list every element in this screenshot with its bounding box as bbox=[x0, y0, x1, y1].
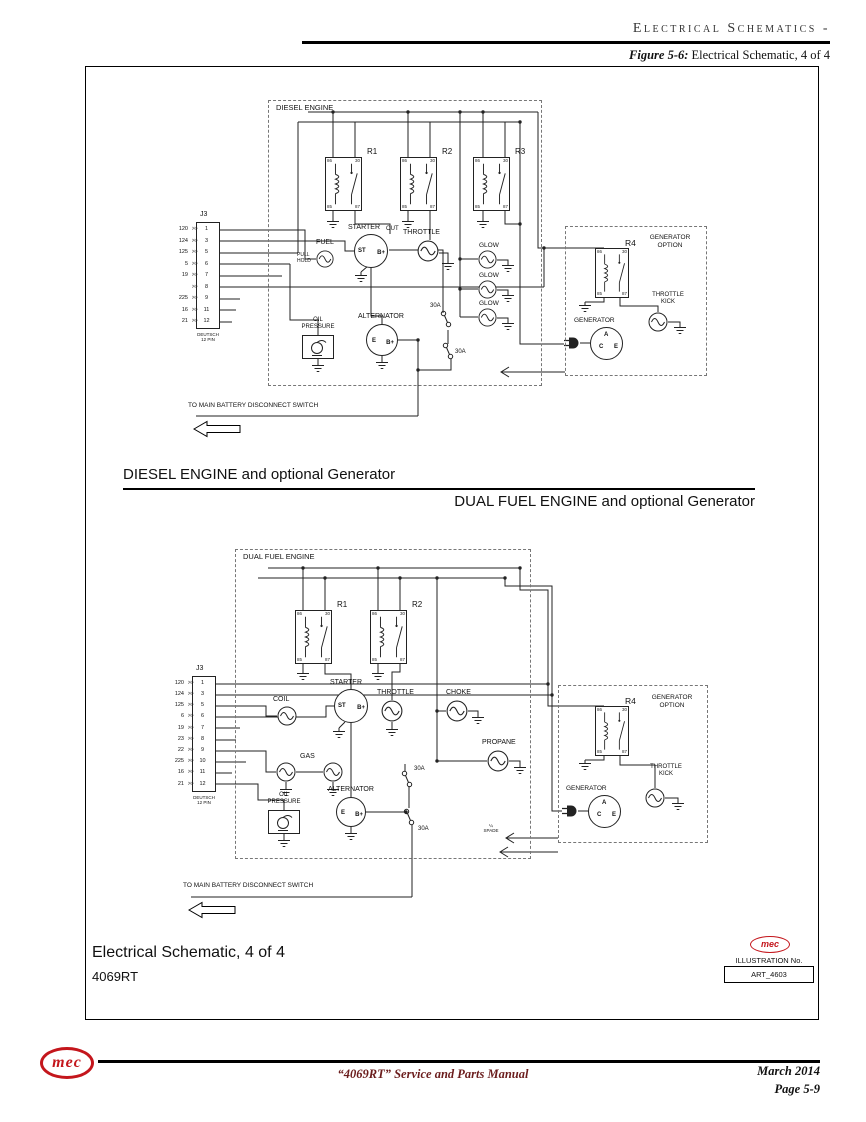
j3-row bbox=[162, 700, 208, 711]
generator-option-line: OPTION bbox=[659, 701, 685, 709]
oil-pressure-switch bbox=[268, 810, 300, 834]
generator-terminal-a: A bbox=[602, 800, 607, 806]
alternator-terminal-e: E bbox=[341, 810, 346, 816]
pin-chevron-icon bbox=[184, 759, 197, 765]
relay-pin-86: 86 bbox=[402, 158, 408, 163]
relay-r3-label: R3 bbox=[515, 147, 526, 156]
pin-chevron-icon bbox=[188, 285, 201, 291]
relay-pin-87: 87 bbox=[621, 748, 627, 754]
relay-r4-label: R4 bbox=[625, 238, 636, 248]
wire-number: 16 bbox=[181, 306, 188, 313]
illustration-number: ART_4603 bbox=[751, 970, 787, 979]
relay-pin-30: 30 bbox=[502, 158, 508, 163]
throttle-kick-line: THROTTLE bbox=[650, 764, 682, 770]
relay-symbol bbox=[326, 158, 361, 210]
generator-terminal-e: E bbox=[613, 344, 618, 350]
header-section-title: Electrical Schematics - bbox=[632, 21, 830, 36]
throttle-kick-label bbox=[634, 764, 698, 778]
connector-type-line: 12 PIN bbox=[197, 800, 211, 806]
figure-title: Electrical Schematic, 4 of 4 bbox=[92, 944, 285, 961]
wire-number: 125 bbox=[174, 702, 184, 709]
relay-pin-30: 30 bbox=[354, 158, 360, 163]
oil-pressure-label bbox=[260, 792, 308, 806]
wire-number: 5 bbox=[184, 260, 188, 267]
alternator-circle bbox=[366, 324, 398, 356]
throttle-kick-line: KICK bbox=[660, 299, 675, 306]
relay-pin-30: 30 bbox=[399, 611, 405, 616]
throttle-label: THROTTLE bbox=[403, 229, 440, 236]
relay-r1 bbox=[295, 610, 332, 664]
gas-solenoid-symbol bbox=[323, 762, 343, 782]
pin-number: 6 bbox=[200, 713, 205, 720]
pin-chevron-icon bbox=[188, 273, 201, 279]
j3-row bbox=[162, 712, 208, 723]
j3-row bbox=[166, 224, 212, 236]
relay-pin-86: 86 bbox=[475, 158, 481, 163]
generator-terminal-e: E bbox=[611, 812, 616, 818]
fuel-label: FUEL bbox=[316, 239, 334, 246]
starter-label: STARTER bbox=[330, 679, 363, 686]
relay-symbol bbox=[596, 707, 628, 755]
j3-row bbox=[162, 779, 208, 790]
j3-row bbox=[166, 247, 212, 259]
dual-fuel-caption: DUAL FUEL ENGINE and optional Generator bbox=[454, 493, 755, 510]
starter-terminal-bplus: B+ bbox=[357, 705, 365, 711]
relay-pin-30: 30 bbox=[324, 611, 330, 616]
pin-number: 8 bbox=[200, 735, 205, 742]
pin-number: 9 bbox=[204, 295, 209, 301]
dual-fuel-box-label: DUAL FUEL ENGINE bbox=[243, 552, 315, 561]
pin-number: 1 bbox=[204, 226, 209, 232]
generator-terminal-c: C bbox=[597, 812, 602, 818]
throttle-label: THROTTLE bbox=[377, 689, 414, 696]
glow-label: GLOW bbox=[479, 300, 499, 307]
glow-plug-symbol bbox=[478, 280, 497, 299]
relay-r1 bbox=[325, 157, 362, 211]
glow-plug-symbol bbox=[478, 308, 497, 327]
j3-row bbox=[162, 734, 208, 745]
relay-pin-87: 87 bbox=[324, 656, 330, 662]
throttle-kick-line: THROTTLE bbox=[652, 292, 684, 298]
wire-number: 19 bbox=[181, 272, 188, 278]
oil-label-line: PRESSURE bbox=[267, 799, 301, 806]
propane-solenoid-symbol bbox=[487, 750, 509, 772]
relay-pin-86: 86 bbox=[597, 707, 603, 712]
diesel-caption: DIESEL ENGINE and optional Generator bbox=[123, 466, 396, 483]
j3-row bbox=[162, 756, 208, 767]
relay-symbol bbox=[296, 611, 331, 663]
pin-chevron-icon bbox=[188, 227, 201, 233]
footer-logo: mec bbox=[40, 1047, 94, 1079]
j3-label: J3 bbox=[200, 211, 208, 218]
glow-label: GLOW bbox=[479, 272, 499, 279]
pin-chevron-icon bbox=[184, 748, 197, 754]
generator-label: GENERATOR bbox=[566, 785, 607, 792]
pin-chevron-icon bbox=[188, 319, 201, 325]
relay-pin-87: 87 bbox=[621, 290, 627, 296]
relay-r2-label: R2 bbox=[412, 600, 423, 609]
alternator-circle bbox=[336, 797, 366, 827]
relay-symbol bbox=[596, 249, 628, 297]
pin-number: 5 bbox=[204, 249, 209, 255]
pin-chevron-icon bbox=[188, 296, 201, 302]
pin-number: 5 bbox=[200, 702, 205, 709]
fuel-solenoid-symbol bbox=[316, 250, 334, 268]
battery-note: TO MAIN BATTERY DISCONNECT SWITCH bbox=[188, 402, 319, 409]
figure-caption-label: Figure 5-6: bbox=[629, 48, 689, 62]
generator-option-line: GENERATOR bbox=[651, 694, 693, 701]
alternator-label: ALTERNATOR bbox=[328, 786, 374, 793]
fuel-pull-label: PULL bbox=[297, 252, 310, 258]
glow-plug-symbol bbox=[478, 250, 497, 269]
oil-label-line: PRESSURE bbox=[301, 324, 335, 331]
wire-number: 21 bbox=[181, 318, 188, 324]
wire-number: 120 bbox=[174, 679, 184, 686]
oil-pressure-label bbox=[294, 317, 342, 331]
alternator-terminal-e: E bbox=[372, 338, 377, 344]
relay-pin-86: 86 bbox=[372, 611, 378, 616]
relay-pin-85: 85 bbox=[372, 656, 378, 662]
starter-out-label: OUT bbox=[386, 226, 399, 232]
relay-r4-label: R4 bbox=[625, 696, 636, 706]
left-arrow-icon bbox=[194, 422, 240, 437]
j3-row bbox=[166, 282, 212, 294]
pin-chevron-icon bbox=[188, 308, 201, 314]
j3-row bbox=[162, 768, 208, 779]
relay-symbol bbox=[371, 611, 406, 663]
pin-number: 1 bbox=[200, 679, 205, 686]
figure-model: 4069RT bbox=[92, 969, 139, 984]
wire-number: 21 bbox=[177, 780, 184, 787]
relay-symbol bbox=[474, 158, 509, 210]
fuse-30a-label: 30A bbox=[418, 826, 429, 832]
choke-label: CHOKE bbox=[446, 689, 471, 696]
connector-type-line: 12 PIN bbox=[201, 337, 215, 343]
generator-circle bbox=[588, 795, 621, 828]
fuse-30a-label: 30A bbox=[414, 766, 425, 772]
footer-manual-title: “4069RT” Service and Parts Manual bbox=[337, 1067, 529, 1081]
pin-chevron-icon bbox=[184, 726, 197, 732]
wire-number: 125 bbox=[178, 249, 188, 255]
throttle-kick-solenoid-symbol bbox=[648, 312, 668, 332]
generator-terminal-a: A bbox=[604, 332, 609, 338]
relay-r4 bbox=[595, 706, 629, 756]
connector-type-line: DEUTSCH bbox=[193, 795, 215, 800]
relay-pin-87: 87 bbox=[502, 203, 508, 209]
j3-row bbox=[166, 305, 212, 317]
fuel-pull-hold-label bbox=[297, 252, 311, 264]
pin-chevron-icon bbox=[188, 239, 201, 245]
relay-r2 bbox=[370, 610, 407, 664]
relay-pin-86: 86 bbox=[597, 249, 603, 254]
generator-circle bbox=[590, 327, 623, 360]
relay-r2 bbox=[400, 157, 437, 211]
generator-terminal-c: C bbox=[599, 344, 604, 350]
pin-chevron-icon bbox=[184, 782, 197, 788]
pin-number: 11 bbox=[203, 306, 210, 313]
oil-pressure-switch bbox=[302, 335, 334, 359]
alternator-label: ALTERNATOR bbox=[358, 313, 404, 320]
pin-chevron-icon bbox=[184, 770, 197, 776]
relay-pin-85: 85 bbox=[297, 656, 303, 662]
throttle-solenoid-symbol bbox=[381, 700, 403, 722]
generator-option-label bbox=[640, 694, 704, 710]
wire-number: 19 bbox=[177, 724, 184, 731]
mec-logo-small: mec bbox=[750, 936, 790, 953]
j3-connector-type bbox=[182, 795, 226, 806]
throttle-kick-label bbox=[636, 292, 700, 306]
relay-pin-30: 30 bbox=[621, 707, 627, 712]
relay-symbol bbox=[401, 158, 436, 210]
starter-terminal-st: ST bbox=[358, 248, 366, 254]
starter-terminal-bplus: B+ bbox=[377, 250, 385, 256]
wire-number: 124 bbox=[178, 237, 188, 244]
oil-label-line: OIL bbox=[279, 792, 289, 798]
alternator-terminal-bplus: B+ bbox=[386, 340, 394, 346]
illustration-label: ILLUSTRATION No. bbox=[735, 956, 803, 965]
throttle-kick-line: KICK bbox=[658, 771, 673, 778]
generator-option-line: GENERATOR bbox=[649, 234, 691, 241]
wire-number: 23 bbox=[177, 735, 184, 742]
alternator-terminal-bplus: B+ bbox=[355, 812, 363, 818]
pin-number: 8 bbox=[204, 283, 209, 290]
oil-label-line: OIL bbox=[313, 317, 323, 323]
pin-number: 12 bbox=[203, 318, 210, 324]
battery-note: TO MAIN BATTERY DISCONNECT SWITCH bbox=[183, 882, 314, 889]
oil-switch-symbol bbox=[303, 336, 335, 360]
pin-chevron-icon bbox=[188, 262, 201, 268]
j3-row bbox=[162, 689, 208, 700]
wire-number: 124 bbox=[174, 691, 184, 698]
starter-label: STARTER bbox=[348, 224, 381, 231]
throttle-kick-solenoid-symbol bbox=[645, 788, 665, 808]
pin-number: 11 bbox=[199, 769, 206, 776]
wire-number: 225 bbox=[174, 758, 184, 765]
j3-row bbox=[166, 259, 212, 271]
choke-solenoid-symbol bbox=[446, 700, 468, 722]
pin-chevron-icon bbox=[184, 703, 197, 709]
footer-date: March 2014 bbox=[757, 1064, 820, 1078]
relay-r4 bbox=[595, 248, 629, 298]
relay-pin-85: 85 bbox=[597, 290, 603, 296]
wire-number: 225 bbox=[178, 295, 188, 301]
relay-pin-87: 87 bbox=[354, 203, 360, 209]
connector-type-line: DEUTSCH bbox=[197, 332, 219, 337]
relay-pin-85: 85 bbox=[327, 203, 333, 209]
j3-connector-type bbox=[186, 332, 230, 343]
pin-number: 10 bbox=[199, 758, 206, 765]
starter-terminal-st: ST bbox=[338, 703, 346, 709]
starter-circle bbox=[334, 689, 368, 723]
wire-number: 120 bbox=[178, 226, 188, 232]
glow-label: GLOW bbox=[479, 242, 499, 249]
relay-pin-30: 30 bbox=[621, 249, 627, 254]
generator-option-line: OPTION bbox=[657, 241, 683, 249]
caption-rule bbox=[123, 488, 755, 490]
relay-r2-label: R2 bbox=[442, 147, 453, 156]
quarter-spade-label bbox=[476, 823, 506, 834]
pin-number: 9 bbox=[200, 746, 205, 753]
pin-number: 6 bbox=[204, 260, 209, 267]
coil-label: COIL bbox=[273, 696, 290, 703]
starter-circle bbox=[354, 234, 388, 268]
relay-pin-86: 86 bbox=[327, 158, 333, 163]
pin-chevron-icon bbox=[188, 250, 201, 256]
relay-pin-85: 85 bbox=[475, 203, 481, 209]
relay-pin-87: 87 bbox=[429, 203, 435, 209]
j3-label: J3 bbox=[196, 665, 204, 672]
j3-row bbox=[162, 745, 208, 756]
j3-row bbox=[166, 270, 212, 282]
j3-row bbox=[166, 316, 212, 328]
diesel-box-label: DIESEL ENGINE bbox=[276, 103, 334, 112]
illustration-number-box bbox=[724, 966, 814, 983]
pin-number: 3 bbox=[200, 691, 205, 698]
oil-switch-symbol bbox=[269, 811, 301, 835]
pin-number: 3 bbox=[204, 237, 209, 244]
fuse-30a-label: 30A bbox=[430, 303, 441, 309]
gas-solenoid-symbol bbox=[276, 762, 296, 782]
wire-number: 6 bbox=[180, 713, 184, 720]
j3-connector-diesel bbox=[166, 224, 212, 328]
wire-number: 22 bbox=[177, 746, 184, 753]
pin-chevron-icon bbox=[184, 737, 197, 743]
relay-pin-86: 86 bbox=[297, 611, 303, 616]
wire-number: 16 bbox=[177, 769, 184, 776]
pin-chevron-icon bbox=[184, 714, 197, 720]
left-arrow-icon bbox=[189, 903, 235, 918]
relay-pin-87: 87 bbox=[399, 656, 405, 662]
pin-chevron-icon bbox=[184, 692, 197, 698]
j3-row bbox=[162, 723, 208, 734]
pin-number: 7 bbox=[200, 724, 205, 731]
gas-label: GAS bbox=[300, 753, 315, 760]
generator-label: GENERATOR bbox=[574, 317, 615, 324]
footer-page-number: Page 5-9 bbox=[774, 1082, 820, 1096]
ignition-coil-symbol bbox=[277, 706, 297, 726]
relay-pin-85: 85 bbox=[597, 748, 603, 754]
pin-number: 7 bbox=[204, 272, 209, 278]
j3-connector-dual bbox=[162, 678, 208, 790]
pin-chevron-icon bbox=[184, 681, 197, 687]
spade-label-line: ¼ bbox=[489, 823, 493, 828]
fuel-hold-label: HOLD bbox=[297, 258, 311, 264]
j3-row bbox=[166, 293, 212, 305]
relay-r1-label: R1 bbox=[367, 147, 378, 156]
relay-pin-85: 85 bbox=[402, 203, 408, 209]
pin-number: 12 bbox=[199, 780, 206, 787]
generator-option-label bbox=[638, 234, 702, 250]
figure-caption-text: Electrical Schematic, 4 of 4 bbox=[688, 48, 830, 62]
spade-label-line: SPADE bbox=[483, 828, 499, 834]
propane-label: PROPANE bbox=[482, 739, 516, 746]
footer-rule bbox=[98, 1060, 820, 1063]
relay-r3 bbox=[473, 157, 510, 211]
j3-row bbox=[166, 236, 212, 248]
relay-r1-label: R1 bbox=[337, 600, 348, 609]
j3-row bbox=[162, 678, 208, 689]
throttle-solenoid-symbol bbox=[417, 240, 439, 262]
relay-pin-30: 30 bbox=[429, 158, 435, 163]
fuse-30a-label: 30A bbox=[455, 349, 466, 355]
